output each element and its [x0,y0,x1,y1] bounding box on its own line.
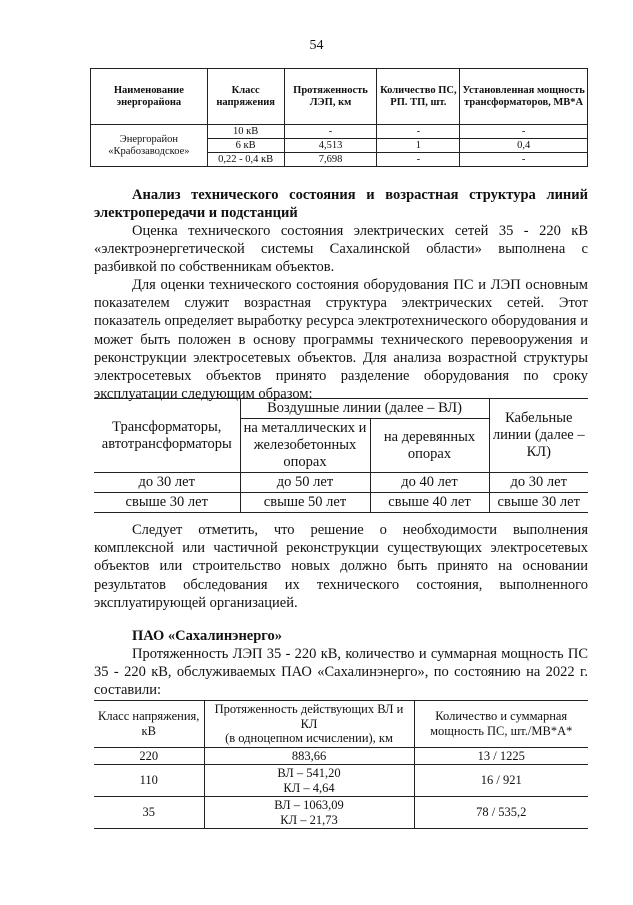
region-cell: Энергорайон «Крабозаводское» [91,125,208,167]
header-cell: Класс напряжения, кВ [94,701,204,748]
table-cell: - [377,125,460,139]
table-cell: до 30 лет [94,473,240,493]
header-cell: Количество ПС, РП. ТП, шт. [377,69,460,125]
table-row [94,747,588,765]
paragraph: Следует отметить, что решение о необходимости выполнения комплексной или частичной реконструкции существующих электросетевых объектов или строительство новых должно быть принято на основании результатов обследования их технического состояния, выполненного эксплуатирующей организацией. [94,522,588,611]
energy-region-table [90,68,588,167]
header-cell: Трансформаторы, автотрансформаторы [94,399,240,473]
table-cell: 35 [94,797,204,829]
table-cell: 4,513 [284,139,377,153]
table-cell [204,765,414,797]
table-header-row [91,69,588,125]
table-cell: до 30 лет [489,473,588,493]
header-cell: на металлических и железобетонных опорах [240,419,370,473]
cell-line: ВЛ – 541,20 [277,766,341,780]
section-heading [94,186,588,222]
table-cell: - [460,153,588,167]
table-cell: 883,66 [204,747,414,765]
table-cell: 78 / 535,2 [414,797,588,829]
table-header-row [94,399,588,419]
header-cell: Количество и суммарная мощность ПС, шт./МВ*А* [414,701,588,748]
header-cell: Протяженность ЛЭП, км [284,69,377,125]
heading-line: Анализ технического состояния и возрастная структура линий [132,187,588,203]
section-heading: ПАО «Сахалинэнерго» [132,628,283,644]
cell-line: КЛ – 4,64 [283,780,335,795]
header-cell: Кабельные линии (далее – КЛ) [489,399,588,473]
header-cell: на деревянных опорах [370,419,489,473]
table-header-row [94,701,588,748]
table-row [94,765,588,797]
table-cell: 6 кВ [207,139,284,153]
paragraph: Протяженность ЛЭП 35 - 220 кВ, количество и суммарная мощность ПС 35 - 220 кВ, обслуживаемых ПАО «Сахалинэнерго», по состоянию на 2022 г. составили: [94,646,588,699]
page-number: 54 [309,38,324,53]
table-cell: 13 / 1225 [414,747,588,765]
header-line: Протяженность действующих ВЛ и КЛ [214,702,404,731]
table-cell: 16 / 921 [414,765,588,797]
table-cell: свыше 40 лет [370,493,489,513]
header-cell: Класс напряжения [207,69,284,125]
sakhalinenergo-table [94,700,588,829]
table-cell: свыше 50 лет [240,493,370,513]
table-cell: - [284,125,377,139]
header-cell: Установленная мощность трансформаторов, МВ*А [460,69,588,125]
header-line: (в одноцепном исчислении), км [225,731,393,745]
table-cell: 0,22 - 0,4 кВ [207,153,284,167]
table-cell: 10 кВ [207,125,284,139]
table-cell: 220 [94,747,204,765]
cell-line: ВЛ – 1063,09 [274,798,344,812]
table-row [91,125,588,139]
cell-line: КЛ – 21,73 [280,812,338,827]
table-cell: до 50 лет [240,473,370,493]
table-cell: свыше 30 лет [94,493,240,513]
table-cell: - [377,153,460,167]
table-row [94,493,588,513]
paragraph: Для оценки технического состояния оборудования ПС и ЛЭП основным показателем служит возрастная структура электрических сетей. Этот показатель определяет выработку ресурса электротехнического оборудования и может быть положен в основу программы технического перевооружения и реконструкции электросетевых объектов. Для анализа возрастной структуры электросетевых объектов принято разделение оборудования по сроку эксплуатации следующим образом: [94,277,588,403]
table-cell: до 40 лет [370,473,489,493]
header-cell [204,701,414,748]
table-cell: свыше 30 лет [489,493,588,513]
table-cell: 7,698 [284,153,377,167]
table-row [94,797,588,829]
age-structure-table [94,398,588,513]
table-cell: 0,4 [460,139,588,153]
table-cell [204,797,414,829]
header-cell: Воздушные линии (далее – ВЛ) [240,399,489,419]
table-row [94,473,588,493]
header-cell: Наименование энергорайона [91,69,208,125]
table-cell: 110 [94,765,204,797]
heading-line: электропередачи и подстанций [94,205,298,222]
table-cell: - [460,125,588,139]
paragraph: Оценка технического состояния электрических сетей 35 - 220 кВ «электроэнергетической системы Сахалинской области» выполнена с разбивкой по собственникам объектов. [94,223,588,276]
table-cell: 1 [377,139,460,153]
